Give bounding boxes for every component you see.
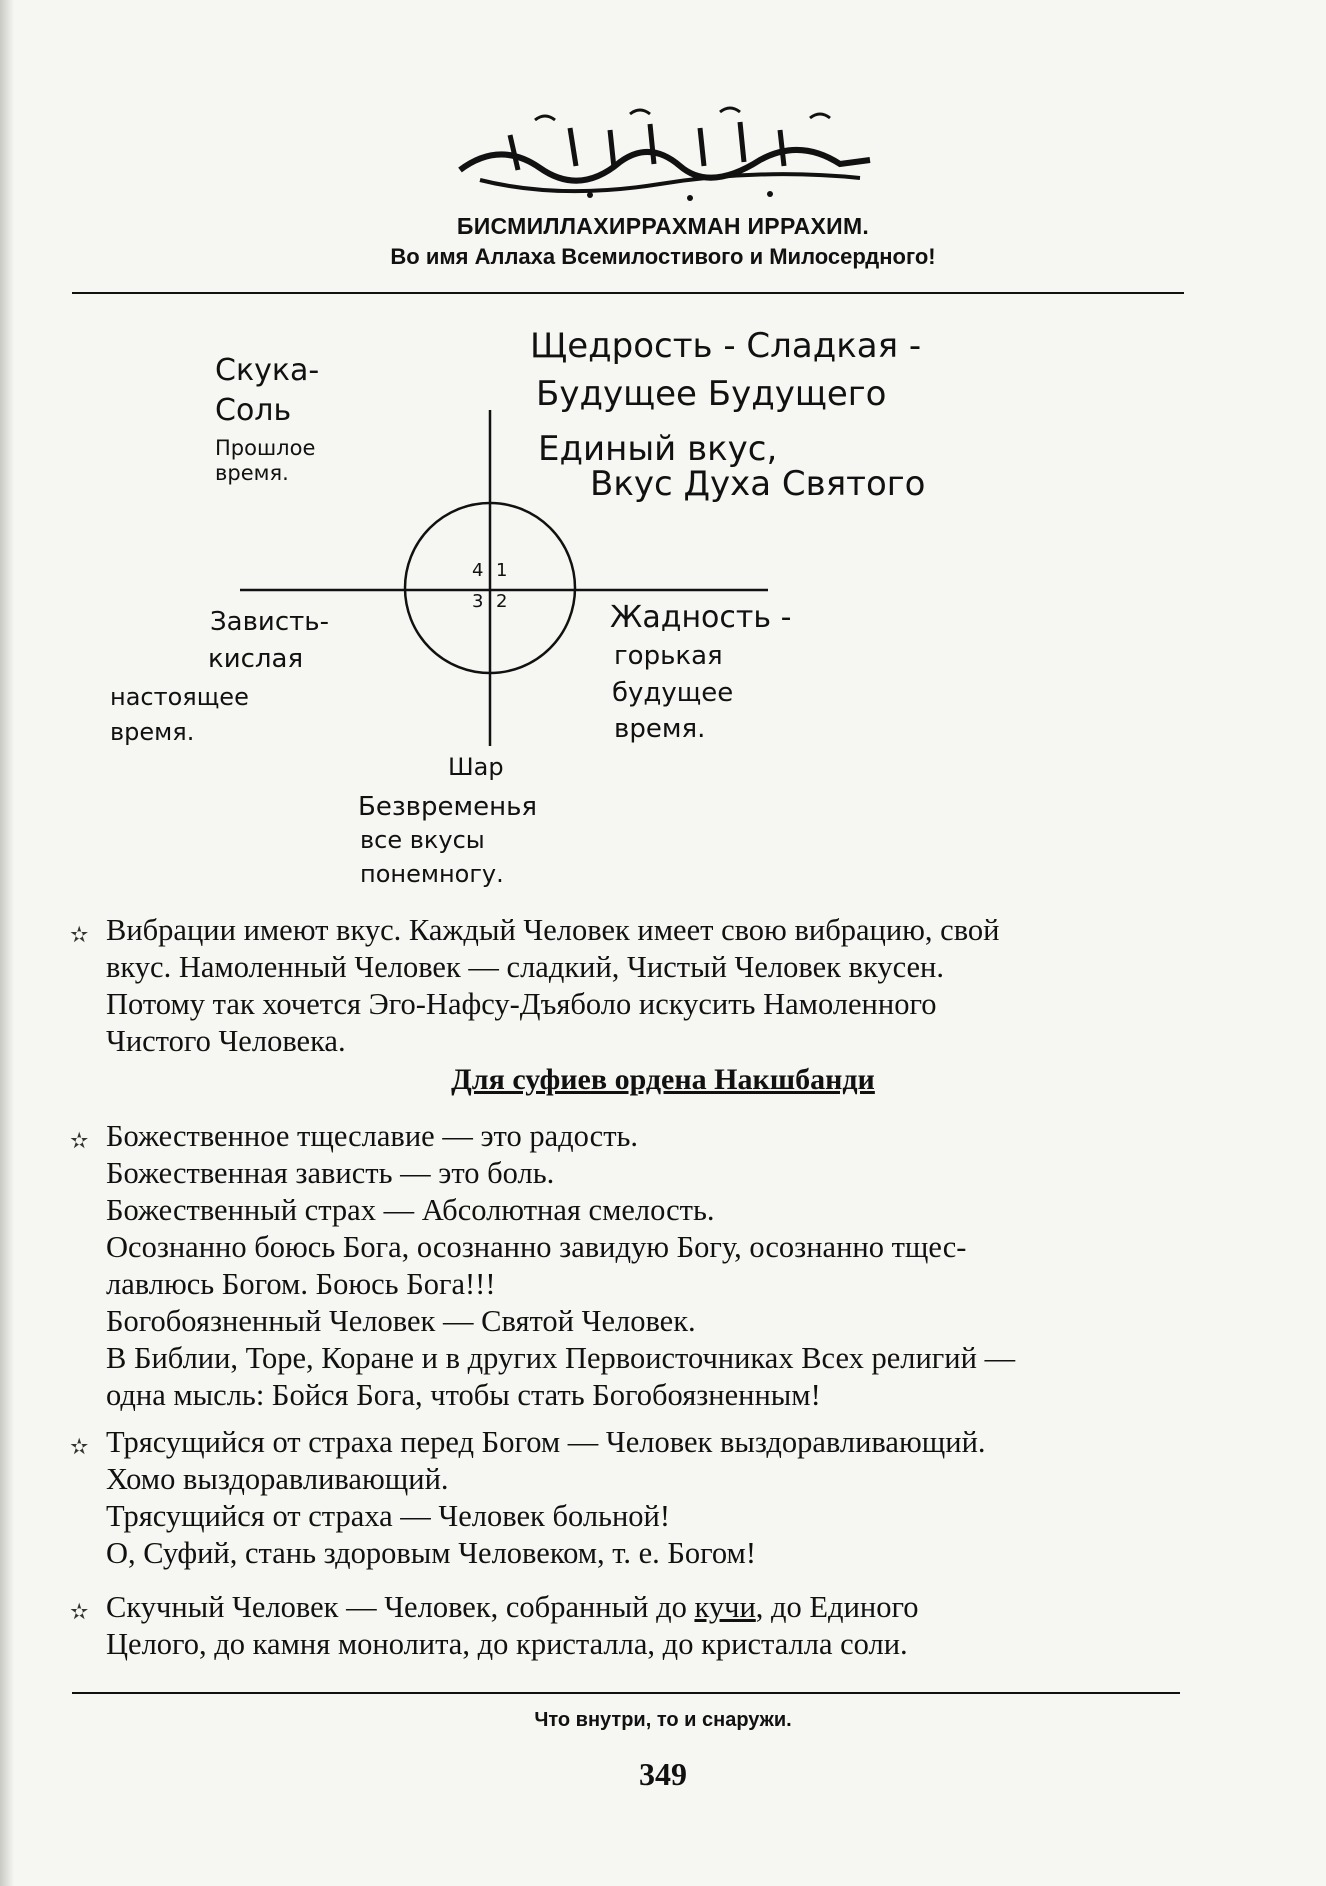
underlined-word: кучи [694, 1590, 756, 1624]
bottom-left-label-4: время. [110, 718, 195, 746]
paragraph-line [106, 1626, 1186, 1663]
text-fragment: Скучный Человек — Человек, собранный до [106, 1590, 695, 1624]
star-bullet-icon: ✫ [70, 1434, 89, 1459]
bottom-center-label-3: все вкусы [360, 826, 485, 854]
page-edge-shadow [0, 0, 14, 1886]
paragraph-line: Трясущийся от страха перед Богом — Человек выздоравливающий. [106, 1425, 986, 1459]
paragraph-line: Трясущийся от страха — Человек больной! [106, 1499, 670, 1533]
top-right-label-3: Единый вкус, [538, 429, 778, 469]
taste-diagram [0, 300, 1326, 900]
section-heading: Для суфиев ордена Накшбанди [451, 1063, 875, 1096]
top-right-label-1: Щедрость - Сладкая - [530, 326, 922, 366]
paragraph-line: О, Суфий, стань здоровым Человеком, т. е. Богом! [106, 1536, 757, 1570]
page-title: БИСМИЛЛАХИРРАХМАН ИРРАХИМ. [456, 213, 870, 239]
quadrant-number-1: 1 [496, 560, 508, 581]
paragraph-line: вкус. Намоленный Человек — сладкий, Чистый Человек вкусен. [106, 950, 944, 984]
top-right-label-4: Вкус Духа Святого [590, 464, 926, 504]
quadrant-number-2: 2 [496, 591, 508, 612]
paragraph-line [106, 1589, 1186, 1626]
paragraph-line: Хомо выздоравливающий. [106, 1462, 449, 1496]
top-left-label-2: Соль [215, 393, 292, 428]
paragraph-line: Осознанно боюсь Бога, осознанно завидую Богу, осознанно тщес- [106, 1230, 967, 1264]
footer-divider [72, 1692, 1180, 1694]
bottom-right-label-2: горькая [614, 641, 723, 671]
paragraph-line: одна мысль: Бойся Бога, чтобы стать Богобоязненным! [106, 1378, 821, 1412]
header-divider [72, 292, 1184, 294]
top-right-label-2: Будущее Будущего [536, 374, 887, 414]
bottom-center-label-1: Шар [448, 753, 504, 781]
bottom-right-label-3: будущее [612, 678, 734, 708]
quadrant-number-4: 4 [472, 560, 484, 581]
page-number: 349 [639, 1756, 687, 1792]
bottom-right-label-4: время. [614, 714, 706, 744]
text-fragment: , до Единого [755, 1590, 919, 1624]
bottom-right-label-1: Жадность - [610, 600, 792, 635]
bismillah-calligraphy [440, 100, 890, 210]
paragraph-line: лавлюсь Богом. Боюсь Бога!!! [106, 1267, 496, 1301]
bottom-left-label-3: настоящее [110, 683, 249, 711]
top-left-label-3: Прошлое [215, 436, 316, 460]
bottom-left-label-2: кислая [208, 644, 304, 674]
paragraph-line: Потому так хочется Эго-Нафсу-Дъяболо искусить Намоленного [106, 987, 937, 1021]
paragraph-line: Вибрации имеют вкус. Каждый Человек имеет свою вибрацию, свой [106, 913, 1000, 947]
bottom-left-label-1: Зависть- [210, 607, 329, 637]
text-fragment: кристалла [516, 1627, 648, 1661]
paragraph-vibrations [70, 912, 1186, 1060]
star-bullet-icon: ✫ [70, 1599, 89, 1624]
top-left-label-1: Скука- [215, 353, 320, 388]
paragraph-line: Богобоязненный Человек — Святой Человек. [106, 1304, 696, 1338]
footer-motto: Что внутри, то и снаружи. [534, 1709, 792, 1731]
paragraph-trembling [70, 1424, 1186, 1572]
paragraph-line: Чистого Человека. [106, 1024, 346, 1058]
paragraph-line: Божественная зависть — это боль. [106, 1156, 555, 1190]
quadrant-number-3: 3 [472, 591, 484, 612]
bottom-center-label-4: понемногу. [360, 860, 504, 888]
paragraph-divine [70, 1118, 1186, 1414]
bottom-center-label-2: Безвременья [358, 792, 538, 822]
top-left-label-4: время. [215, 461, 289, 485]
star-bullet-icon: ✫ [70, 1128, 89, 1153]
star-bullet-icon: ✫ [70, 922, 89, 947]
text-fragment: Целого, до камня монолита, до [106, 1627, 516, 1661]
paragraph-line: В Библии, Торе, Коране и в других Первоисточниках Всех религий — [106, 1341, 1016, 1375]
page-subtitle: Во имя Аллаха Всемилостивого и Милосердного! [390, 244, 936, 269]
paragraph-boring [70, 1589, 1186, 1663]
text-fragment: , до кристалла соли. [647, 1627, 908, 1661]
paragraph-line: Божественный страх — Абсолютная смелость. [106, 1193, 715, 1227]
paragraph-line: Божественное тщеславие — это радость. [106, 1119, 639, 1153]
